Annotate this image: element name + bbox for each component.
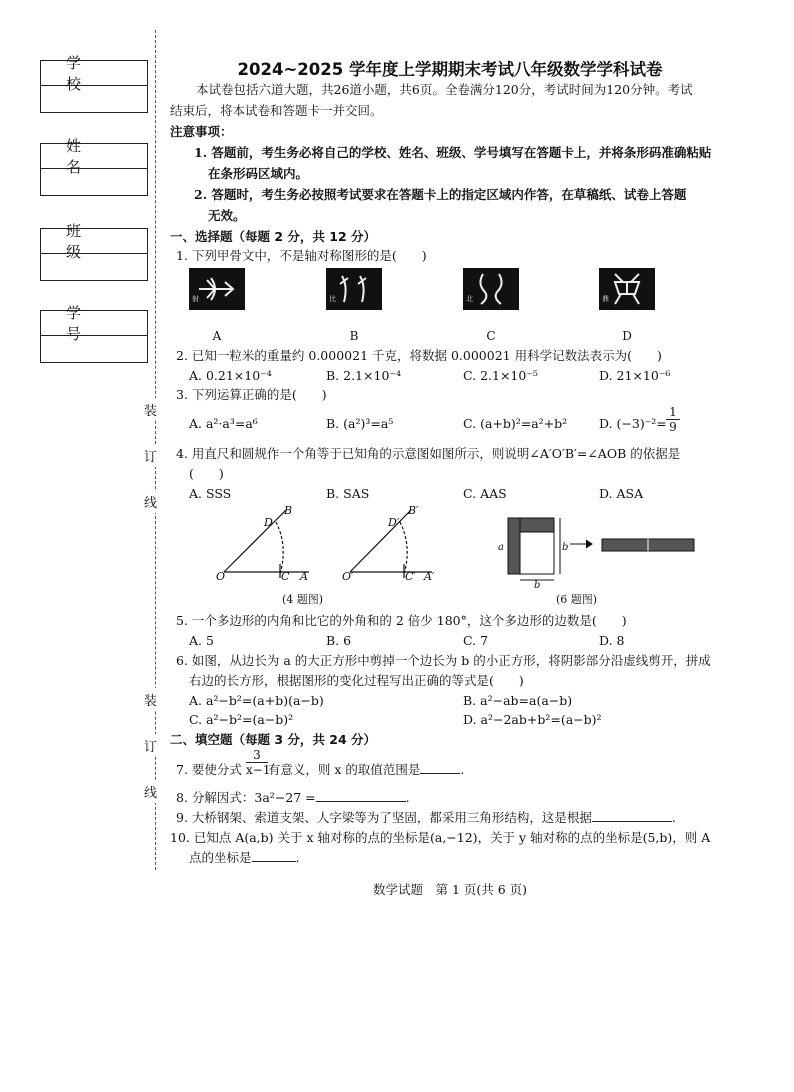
question-3-options	[189, 414, 665, 433]
label-b-prime: B′	[408, 504, 419, 517]
option-a[interactable]: A. 0.21×10⁻⁴	[189, 368, 272, 383]
option-c[interactable]: C. 2.1×10⁻⁵	[463, 368, 538, 383]
question-9-text: 9. 大桥钢架、索道支架、人字梁等为了坚固，都采用三角形结构，这是根据	[176, 810, 592, 825]
option-c[interactable]: C. AAS	[463, 486, 507, 501]
section-2-title: 二、填空题（每题 3 分，共 24 分）	[170, 732, 377, 747]
binding-mark: 装	[144, 398, 157, 421]
school-label: 学 校	[41, 61, 147, 86]
question-10-text: 点的坐标是	[189, 850, 252, 865]
binding-mark: 订	[144, 734, 157, 757]
question-1: 1. 下列甲骨文中，不是轴对称图形的是( )	[176, 248, 427, 263]
oracle-glyph-d	[599, 268, 655, 310]
exam-body	[170, 0, 730, 880]
question-9: 9. 大桥钢架、索道支架、人字梁等为了坚固，都采用三角形结构，这是根据 .	[176, 810, 676, 825]
binding-mark: 线	[144, 490, 157, 513]
label-a-prime: A′	[424, 570, 435, 583]
class-field-box	[40, 222, 149, 281]
label-o-prime: O′	[342, 570, 354, 583]
option-c[interactable]: C. (a+b)²=a²+b²	[463, 416, 568, 431]
fraction-denominator: x−1	[246, 763, 271, 777]
question-5: 5. 一个多边形的内角和比它的外角和的 2 倍少 180°，这个多边形的边数是( )	[176, 613, 627, 628]
question-2: 2. 已知一粒米的重量约 0.000021 千克，将数据 0.000021 用科学记数法表示为( )	[176, 348, 662, 363]
option-d[interactable]: D. ASA	[599, 486, 644, 501]
exam-title: 2024~2025 学年度上学期期末考试八年级数学学科试卷	[237, 60, 663, 79]
glyph-caption: 北	[466, 295, 473, 303]
option-label-d: D	[622, 329, 632, 343]
question-7-prefix: 7. 要使分式	[176, 762, 242, 777]
notice-item: 2. 答题时，考生务必按照考试要求在答题卡上的指定区域内作答，在草稿纸、试卷上答题	[194, 187, 687, 202]
question-7: 7. 要使分式 $\frac{3}{x-1}$ 有意义，则 x 的取值范围是 .	[176, 748, 465, 777]
label-b-bottom: b	[534, 580, 541, 590]
option-d[interactable]: D. a²−2ab+b²=(a−b)²	[463, 712, 602, 727]
question-8-text: 8. 分解因式：3a²−27 =	[176, 790, 316, 805]
figure-4-caption: (4 题图)	[282, 593, 324, 606]
section-1-title: 一、选择题（每题 2 分，共 12 分）	[170, 229, 377, 244]
label-b: B	[284, 504, 293, 517]
class-label: 班 级	[41, 229, 147, 254]
glyph-caption: 比	[329, 295, 336, 303]
option-c[interactable]: C. 7	[463, 633, 489, 648]
label-o: O	[216, 570, 226, 583]
option-b[interactable]: B. 6	[326, 633, 352, 648]
fraction-numerator: 1	[666, 405, 680, 420]
question-6: 6. 如图，从边长为 a 的大正方形中剪掉一个边长为 b 的小正方形，将阴影部分沿虚线剪开，拼成	[176, 653, 711, 668]
label-d-prime: D′	[388, 516, 400, 529]
binding-mark: 装	[144, 688, 157, 711]
label-d: D	[264, 516, 273, 529]
option-d[interactable]: D. 8	[599, 633, 625, 648]
question-10: 10. 已知点 A(a,b) 关于 x 轴对称的点的坐标是(a,−12)，关于 y 轴对称的点的坐标是(5,b)，则 A	[170, 830, 711, 845]
option-a[interactable]: A. SSS	[189, 486, 232, 501]
name-label: 姓 名	[41, 144, 147, 169]
option-a[interactable]: A. a²·a³=a⁶	[189, 416, 258, 431]
option-label-a: A	[212, 329, 222, 343]
fraction-denominator: 9	[669, 420, 677, 434]
page-footer: 数学试题 第 1 页(共 6 页)	[372, 882, 528, 897]
oracle-glyph-a	[189, 268, 245, 310]
question-10-continued: 点的坐标是 .	[189, 850, 300, 865]
question-4: 4. 用直尺和圆规作一个角等于已知角的示意图如图所示，则说明∠A′O′B′=∠AOB 的依据是	[176, 446, 681, 461]
student-id-label: 学 号	[41, 311, 147, 336]
notice-item: 1. 答题前，考生务必将自己的学校、姓名、班级、学号填写在答题卡上，并将条形码准确粘贴	[194, 145, 712, 160]
figure-6-caption: (6 题图)	[556, 593, 598, 606]
question-6-continued: 右边的长方形，根据图形的变化过程写出正确的等式是( )	[189, 673, 524, 688]
glyph-caption: 鼎	[602, 295, 609, 303]
notice-title: 注意事项：	[170, 124, 233, 139]
question-6-options-row2	[189, 710, 719, 729]
oracle-glyph-c	[463, 268, 519, 310]
option-label-b: B	[349, 329, 359, 343]
option-a[interactable]: A. 5	[189, 633, 214, 648]
fraction-numerator: 3	[246, 748, 268, 763]
option-b[interactable]: B. SAS	[326, 486, 370, 501]
label-b-side: b	[562, 542, 569, 553]
option-a[interactable]: A. a²−b²=(a+b)(a−b)	[189, 693, 324, 708]
figure-6-diagram	[490, 510, 730, 590]
question-7-suffix: 有意义，则 x 的取值范围是	[267, 762, 421, 777]
option-b[interactable]: B. 2.1×10⁻⁴	[326, 368, 401, 383]
answer-blank[interactable]	[420, 761, 460, 774]
label-c-prime: C′	[405, 570, 416, 583]
intro-text: 本试卷包括六道大题，共26道小题，共6页。全卷满分120分，考试时间为120分钟。考试	[196, 82, 693, 97]
option-b[interactable]: B. a²−ab=a(a−b)	[463, 693, 573, 708]
question-5-options	[189, 631, 679, 650]
label-a-side: a	[498, 542, 504, 553]
option-b[interactable]: B. (a²)³=a⁵	[326, 416, 394, 431]
notice-item: 在条形码区域内。	[208, 166, 309, 181]
school-field-box	[40, 54, 149, 113]
fraction	[246, 748, 271, 777]
student-id-field-box	[40, 304, 149, 363]
figure-4-diagram	[214, 504, 474, 594]
label-a: A	[300, 570, 308, 583]
binding-mark: 订	[144, 444, 157, 467]
question-3: 3. 下列运算正确的是( )	[176, 387, 327, 402]
glyph-caption: 射	[192, 295, 199, 303]
notice-item: 无效。	[208, 208, 246, 223]
binding-mark: 线	[144, 780, 157, 803]
question-4-options	[189, 484, 679, 503]
intro-text: 结束后，将本试卷和答题卡一并交回。	[170, 103, 383, 118]
answer-blank[interactable]	[592, 809, 672, 822]
fraction	[666, 405, 680, 434]
option-d[interactable]: D. 21×10⁻⁶	[599, 368, 671, 383]
name-field-box	[40, 137, 149, 196]
question-8: 8. 分解因式：3a²−27 = .	[176, 790, 410, 805]
option-d[interactable]: D. (−3)⁻²=	[599, 416, 667, 431]
oracle-glyph-b	[326, 268, 382, 310]
question-6-options-row1	[189, 691, 719, 710]
option-label-c: C	[486, 329, 496, 343]
label-c: C	[281, 570, 290, 583]
question-2-options	[189, 366, 719, 385]
answer-blank[interactable]	[252, 849, 296, 862]
option-c[interactable]: C. a²−b²=(a−b)²	[189, 712, 294, 727]
question-4-bracket: ( )	[189, 466, 224, 481]
answer-blank[interactable]	[316, 789, 406, 802]
